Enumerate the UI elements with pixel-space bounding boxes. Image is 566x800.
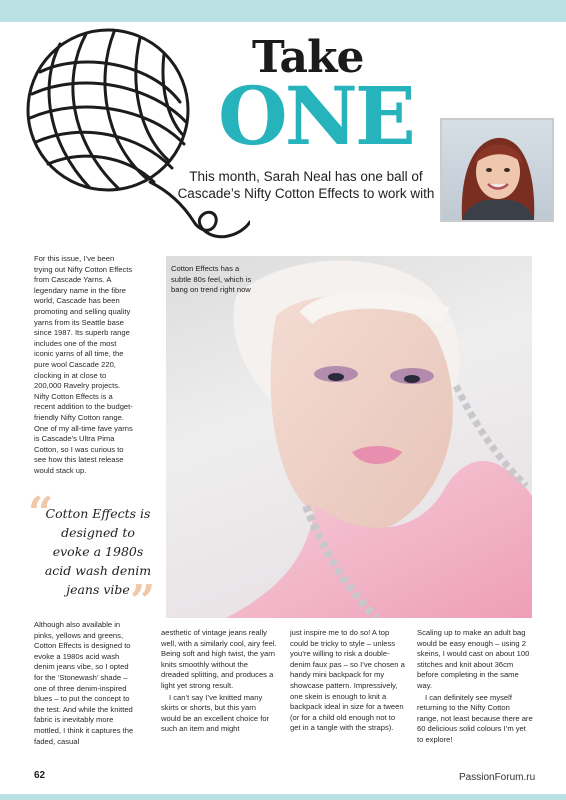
quote-close-mark-icon: ” bbox=[130, 576, 156, 627]
page-number: 62 bbox=[34, 770, 46, 781]
paragraph: I can’t say I’ve knitted many skirts or shorts, but this yarn would be an excellent choice for such an item and might bbox=[161, 692, 270, 734]
paragraph: For this issue, I’ve been trying out Nifty Cotton Effects from Cascade Yarns. A legendary name in the fibre world, Cascade has been promoting and selling quality yarns from its Seattle base since 1987. Its superb range includes one of the most iconic yarns of all time, the pure wool Cascade 220, clocking in at close to 200,000 Ravelry projects. Nifty Cotton Effects is a recent addition to the budget-friendly Nifty Cotton range. One of my all-time fave yarns is Cascade’s Ultra Pima Cotton, so I was curious to see how this latest release would stack up. bbox=[34, 254, 133, 475]
pull-quote-text: Cotton Effects is designed to evoke a 1980s acid wash denim jeans vibe bbox=[44, 506, 152, 597]
paragraph: Although also available in pinks, yellows and greens, Cotton Effects is designed to evoke a 1980s acid wash denim jeans vibe, so I opted for the ‘Stonewash’ shade – one of three denim-inspired blues – to put the concept to the test. And while the knitted fabric is inevitably more mottled, I think it captures the faded, casual bbox=[34, 620, 134, 746]
body-column-4 bbox=[417, 628, 533, 746]
author-portrait bbox=[440, 118, 554, 222]
body-column-3 bbox=[290, 628, 406, 734]
paragraph: Scaling up to make an adult bag would be easy enough – using 2 skeins, I would cast on about 100 stitches and knit about 36cm before completing in the same way. bbox=[417, 628, 530, 690]
model-photo bbox=[166, 256, 532, 618]
watermark: PassionForum.ru bbox=[459, 772, 536, 783]
top-color-band bbox=[0, 0, 566, 22]
yarn-ball-illustration bbox=[0, 22, 250, 252]
paragraph: I can definitely see myself returning to the Nifty Cotton range, not least because there are 60 delicious solid colours I’m yet to explore! bbox=[417, 692, 533, 744]
paragraph: just inspire me to do so! A top could be tricky to style – unless you’re willing to risk a double-denim faux pas – so I’ve chosen a handy mini backpack for my showcase pattern. Impressively, one skein is enough to knit a backpack ideal in size for a tween (or for a child old enough not to get in a tangle with the straps). bbox=[290, 628, 405, 733]
intro-text: This month, Sarah Neal has one ball of Cascade’s Nifty Cotton Effects to work with bbox=[177, 169, 435, 201]
pull-quote bbox=[28, 488, 156, 627]
title-take: Take bbox=[252, 32, 364, 83]
body-column-1-top bbox=[34, 254, 134, 476]
photo-caption: Cotton Effects has a subtle 80s feel, which is bang on trend right now bbox=[171, 264, 252, 295]
title-one: ONE bbox=[218, 69, 413, 163]
quote-open-mark-icon: “ bbox=[28, 488, 54, 539]
bottom-color-band bbox=[0, 794, 566, 800]
paragraph: aesthetic of vintage jeans really well, with a similarly cool, airy feel. Being soft and high twist, the yarn knits smoothly without the dreaded splitting, and produces a light yet strong result. bbox=[161, 628, 277, 690]
body-column-2 bbox=[161, 628, 277, 735]
body-column-1-bottom bbox=[34, 620, 134, 747]
